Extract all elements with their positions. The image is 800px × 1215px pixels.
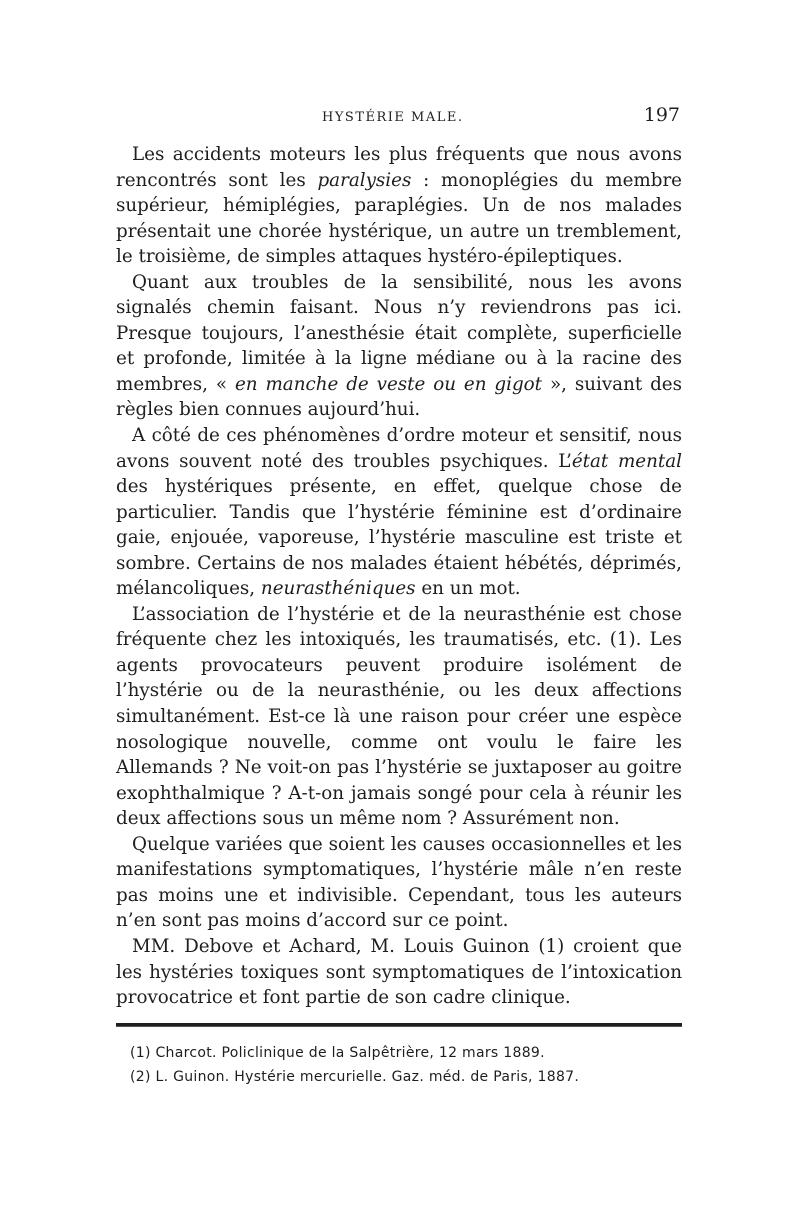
paragraph	[116, 602, 682, 832]
text-run: », suivant des règles bien connues aujourd’hui.	[116, 373, 683, 421]
paragraph	[116, 832, 682, 934]
running-title: HYSTÉRIE MALE.	[322, 110, 464, 125]
footnotes	[116, 1041, 682, 1089]
paragraph	[116, 142, 682, 270]
text-run: A côté de ces phénomènes d’ordre moteur et sensitif, nous avons souvent noté des troubles psychiques. L’	[116, 425, 682, 472]
text-run: MM. Debove et Achard, M. Louis Guinon (1) croient que les hystéries toxiques sont symptomatiques de l’intoxication provocatrice et font partie de son cadre clinique.	[116, 935, 682, 1009]
footnote-divider	[116, 1023, 682, 1027]
text-run: : monoplégies du membre supérieur, hémiplégies, paraplégies. Un de nos malades présentait une chorée hystérique, un autre un tremblement, le troisième, de simples attaques hystéro-épileptiques.	[116, 169, 682, 268]
text-run: L’association de l’hystérie et de la neurasthénie est chose fréquente chez les intoxiqués, les traumatisés, etc. (1). Les agents provocateurs peuvent produire isolément de l’hystérie ou de la neurasthénie, ou les deux affections simultanément. Est-ce là une raison pour créer une espèce nosologique nouvelle, comme ont voulu le faire les Allemands ? Ne voit-on pas l’hystérie se juxtaposer au goitre exophthalmique ? A-t-on jamais songé pour cela à réunir les deux affections sous un même nom ? Assurément non.	[116, 603, 682, 830]
paragraph	[116, 423, 682, 602]
text-run: en un mot.	[415, 578, 521, 600]
page-number: 197	[643, 104, 680, 126]
running-head	[116, 98, 682, 128]
footnote-1: (1) Charcot. Policlinique de la Salpêtrière, 12 mars 1889.	[130, 1044, 545, 1061]
italic-phrase: neurasthéniques	[260, 578, 416, 600]
footnote-2: (2) L. Guinon. Hystérie mercurielle. Gaz. méd. de Paris, 1887.	[130, 1068, 580, 1085]
text-run: Les accidents moteurs les plus fréquents que nous avons rencontrés sont les	[116, 144, 682, 191]
italic-phrase: état mental	[571, 450, 682, 472]
book-page	[116, 98, 682, 1089]
body-text	[116, 142, 682, 1011]
italic-phrase: paralysies	[317, 169, 412, 191]
text-run: des hystériques présente, en effet, quelque chose de particulier. Tandis que l’hystérie féminine est d’ordinaire gaie, enjouée, vaporeuse, l’hystérie masculine est triste et sombre. Certains de nos malades étaient hébétés, déprimés, mélancoliques,	[116, 476, 682, 600]
text-run: Quelque variées que soient les causes occasionnelles et les manifestations symptomatiques, l’hystérie mâle n’en reste pas moins une et indivisible. Cependant, tous les auteurs n’en sont pas moins d’accord sur ce point.	[116, 833, 682, 932]
text-run: Quant aux troubles de la sensibilité, nous les avons signalés chemin faisant. Nous n’y reviendrons pas ici. Presque toujours, l’anesthésie était complète, superficielle et profonde, limitée à la ligne médiane ou à la racine des membres, «	[116, 271, 682, 395]
paragraph	[116, 270, 682, 423]
italic-phrase: en manche de veste ou en gigot	[234, 373, 543, 395]
paragraph	[116, 934, 682, 1011]
